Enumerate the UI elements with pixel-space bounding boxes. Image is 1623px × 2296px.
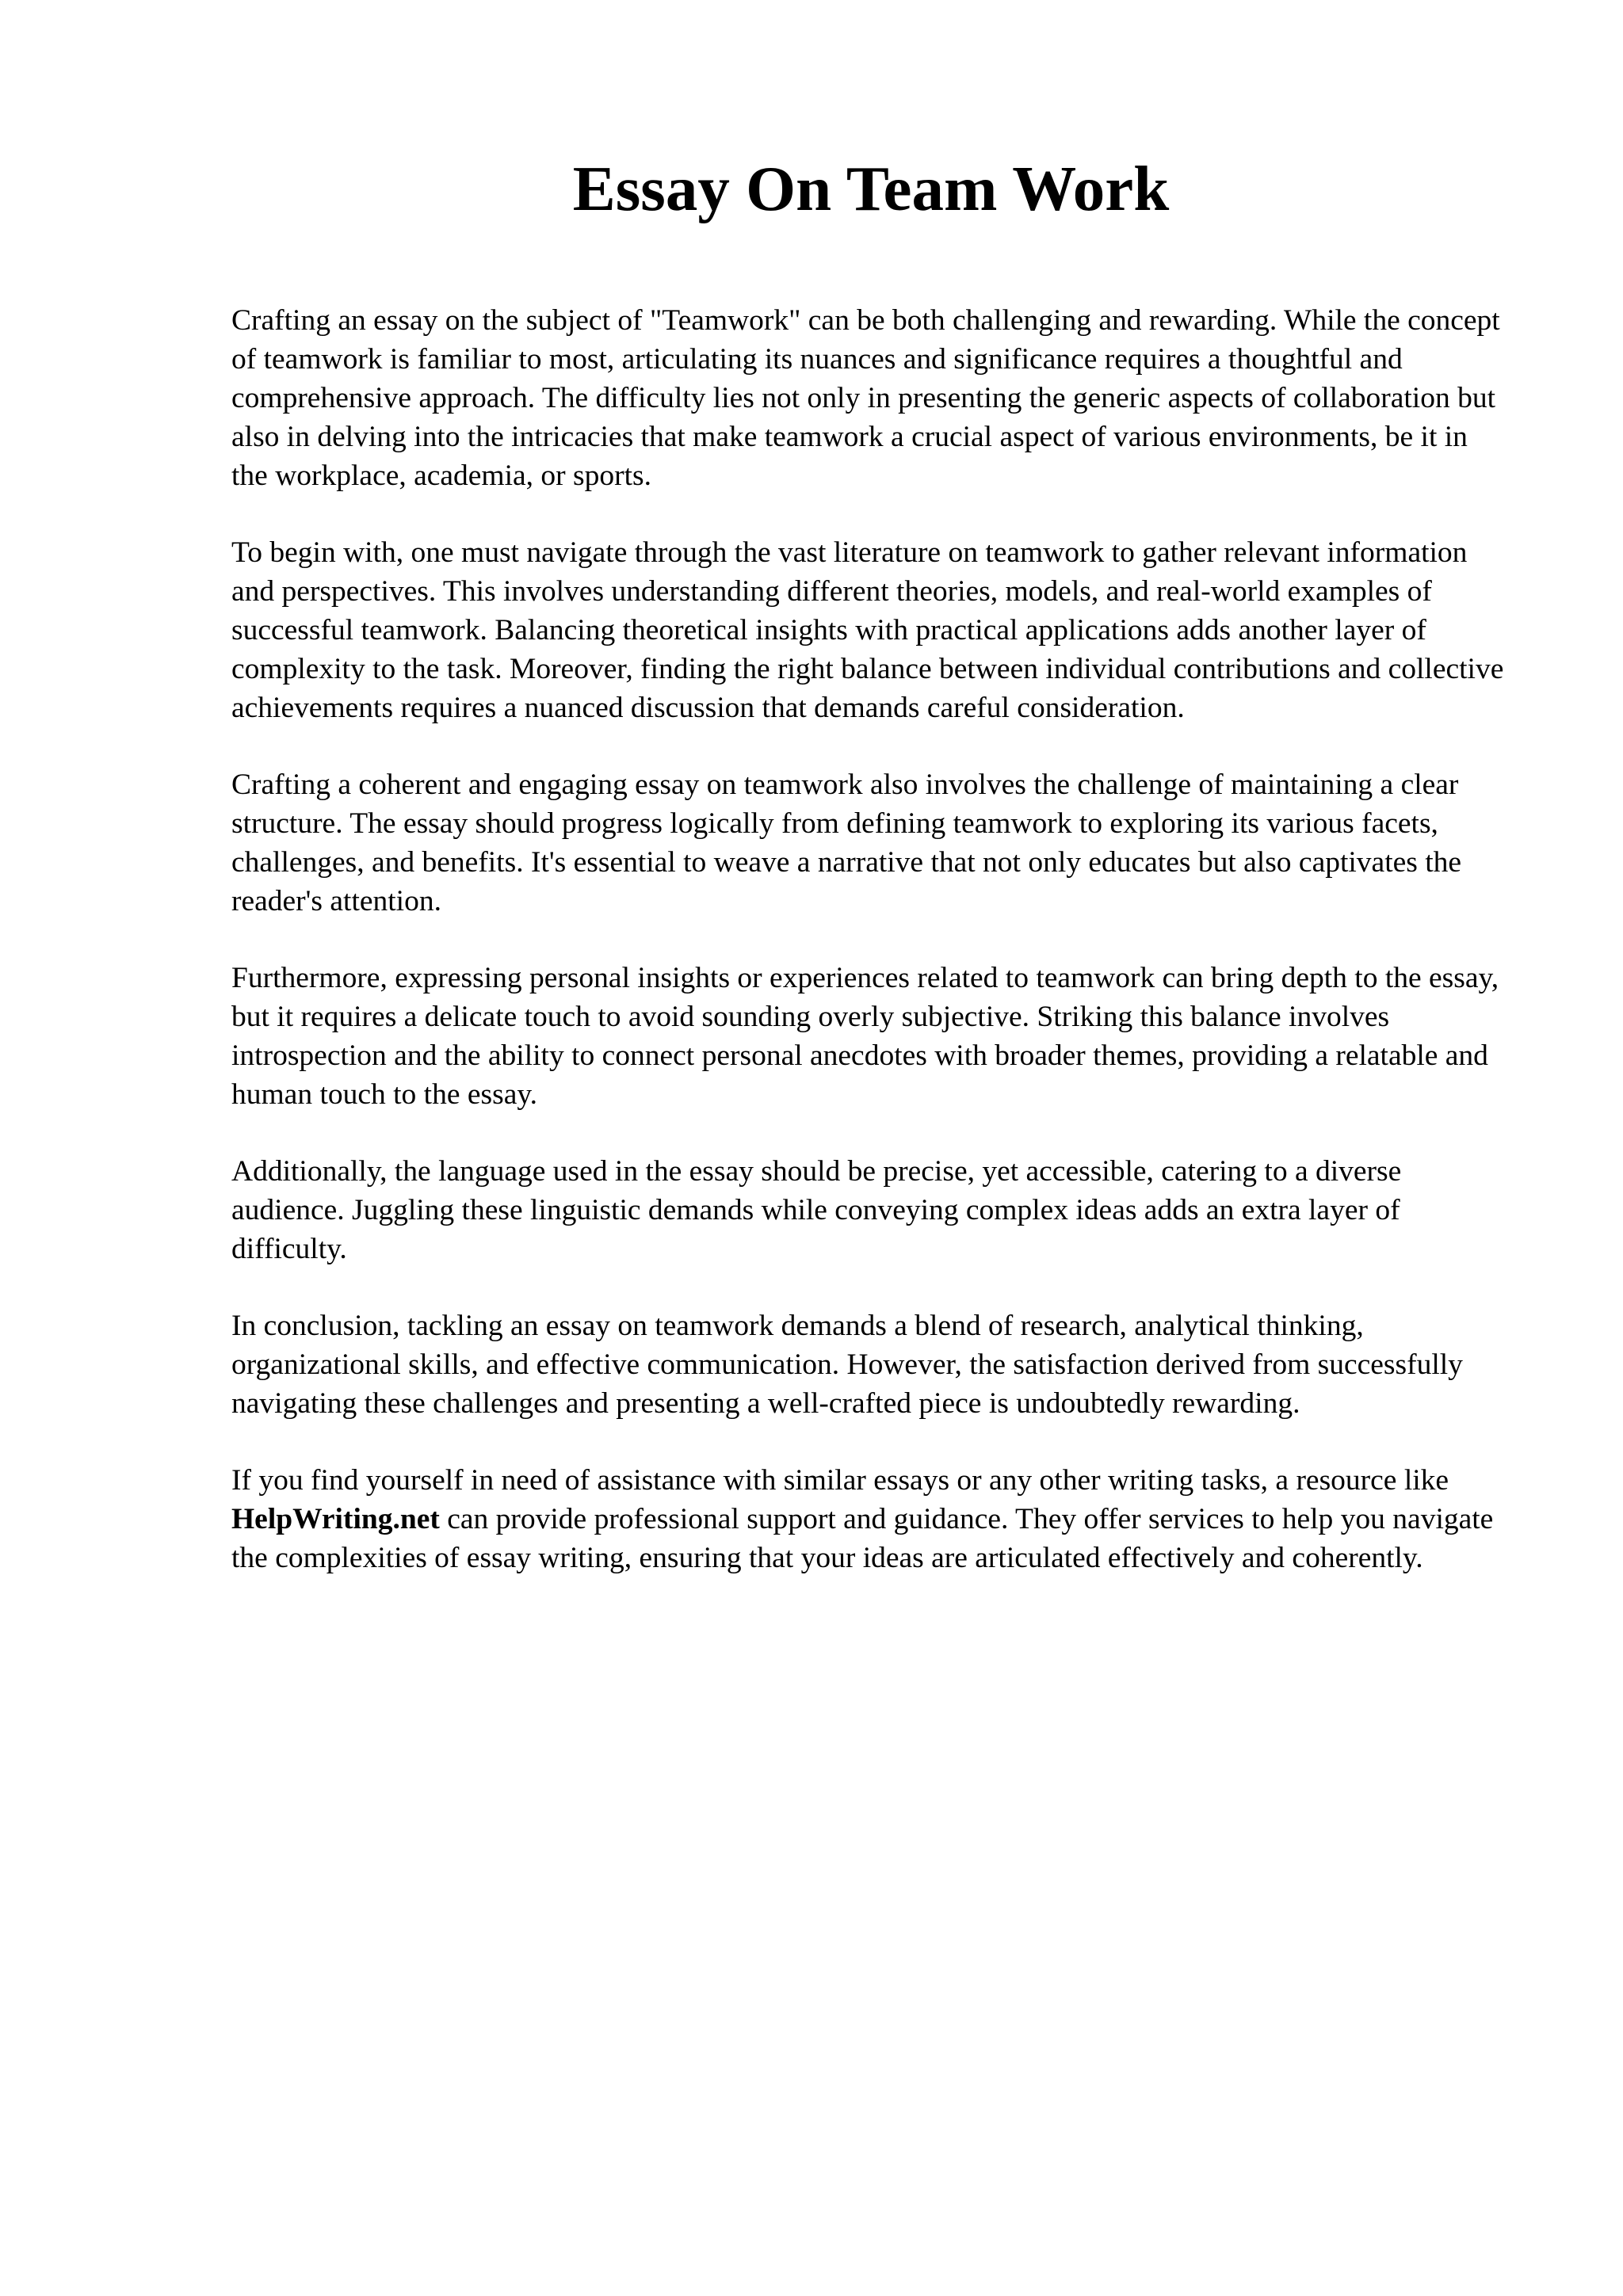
paragraph-conclusion: In conclusion, tackling an essay on teamwork demands a blend of research, analytical thinking, organizational skills, and effective communication. However, the satisfaction derived from successfully navigating these challenges and presenting a well-crafted piece is undoubtedly rewarding.: [231, 1310, 1463, 1420]
paragraph-personal-insights: Furthermore, expressing personal insights or experiences related to teamwork can bring depth to the essay, but it requires a delicate touch to avoid sounding overly subjective. Striking this balance involves introspection and the ability to connect personal anecdotes with broader themes, providing a relatable and human touch to the essay.: [231, 962, 1499, 1111]
paragraph-intro: Crafting an essay on the subject of "Teamwork" can be both challenging and rewarding. While the concept of teamwork is familiar to most, articulating its nuances and significance requires a thoughtful and comprehensive approach. The difficulty lies not only in presenting the generic aspects of collaboration but also in delving into the intricacies that make teamwork a crucial aspect of various environments, be it in the workplace, academia, or sports.: [231, 304, 1500, 492]
paragraph-language: Additionally, the language used in the essay should be precise, yet accessible, catering to a diverse audience. Juggling these linguistic demands while conveying complex ideas adds an extra layer of difficulty.: [231, 1155, 1402, 1265]
paragraph-research: To begin with, one must navigate through the vast literature on teamwork to gather relevant information and perspectives. This involves understanding different theories, models, and real-world examples of successful teamwork. Balancing theoretical insights with practical applications adds another layer of complexity to the task. Moreover, finding the right balance between individual contributions and collective achievements requires a nuanced discussion that demands careful consideration.: [231, 536, 1504, 724]
closing-text-before: If you find yourself in need of assistance with similar essays or any other writing tasks, a resource like: [231, 1464, 1449, 1497]
closing-text-after: can provide professional support and guidance. They offer services to help you navigate the complexities of essay writing, ensuring that your ideas are articulated effectively and coherently.: [231, 1503, 1494, 1574]
paragraph-structure: Crafting a coherent and engaging essay on teamwork also involves the challenge of maintaining a clear structure. The essay should progress logically from defining teamwork to exploring its various facets, challenges, and benefits. It's essential to weave a narrative that not only educates but also captivates the reader's attention.: [231, 769, 1462, 917]
essay-body: [231, 301, 1507, 1615]
brand-name: HelpWriting.net: [231, 1503, 440, 1535]
paragraph-closing: [231, 1461, 1507, 1577]
page-title: Essay On Team Work: [572, 153, 1170, 224]
